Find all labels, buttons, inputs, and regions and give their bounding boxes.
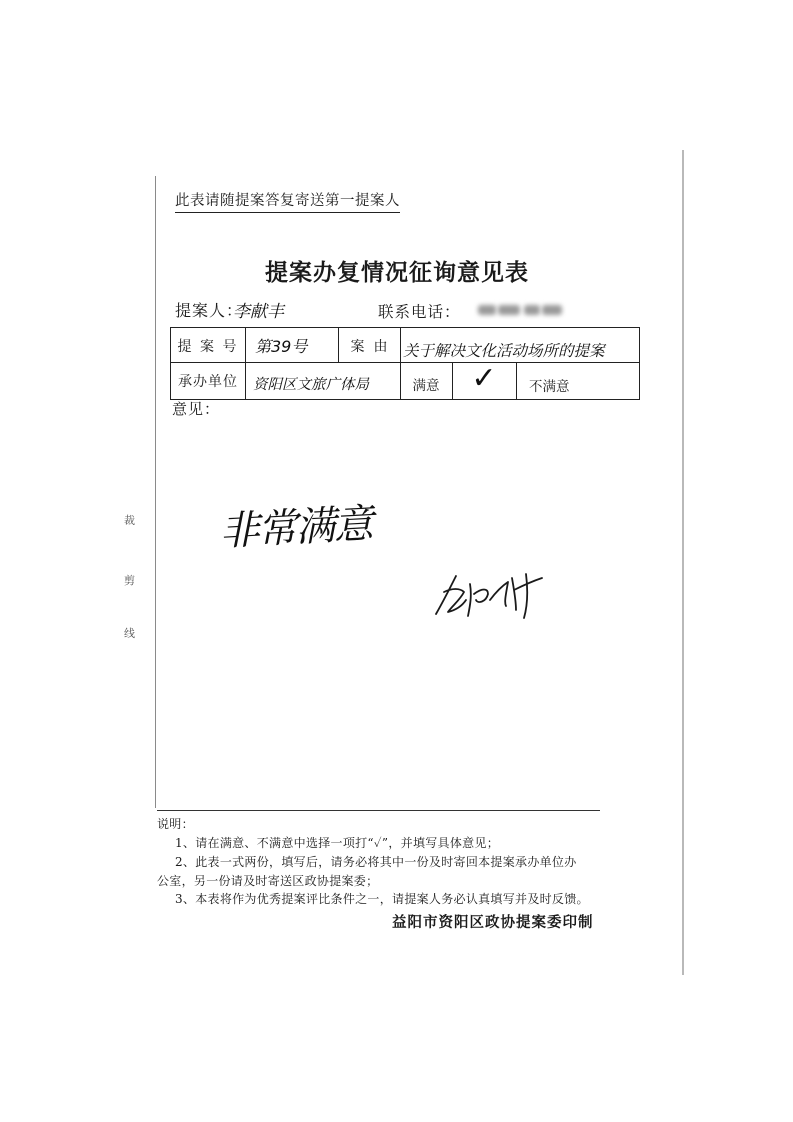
- proposer-name-handwritten: 李献丰: [233, 302, 284, 322]
- satisfied-checkmark: ✓: [471, 361, 497, 396]
- phone-redacted: [478, 302, 564, 318]
- unsatisfied-label: 不满意: [529, 379, 570, 395]
- table-col-divider: [400, 328, 401, 362]
- opinion-handwritten: 非常满意: [218, 501, 373, 555]
- margin-char-cut: 裁: [124, 514, 135, 527]
- note-line-1: 1、请在满意、不满意中选择一项打“✓”，并填写具体意见；: [175, 836, 500, 850]
- proposal-number-value: 第39号: [255, 337, 308, 356]
- handling-unit-label: 承办单位: [178, 374, 238, 390]
- table-col-divider: [245, 362, 246, 399]
- note-line-2: 2、此表一式两份，填写后，请务必将其中一份及时寄回本提案承办单位办: [175, 855, 577, 869]
- margin-char-line: 线: [124, 627, 135, 640]
- form-title: 提案办复情况征询意见表: [265, 259, 529, 286]
- handwritten-signature: [430, 568, 552, 622]
- table-col-divider: [516, 362, 517, 399]
- printer-credit: 益阳市资阳区政协提案委印制: [392, 914, 594, 931]
- header-note: 此表请随提案答复寄送第一提案人: [175, 189, 400, 213]
- opinion-label: 意见：: [172, 400, 221, 418]
- proposer-label: 提案人：: [175, 301, 244, 320]
- proposal-number-label: 提 案 号: [177, 339, 239, 355]
- subject-value: 关于解决文化活动场所的提案: [403, 342, 605, 360]
- scan-edge-line: [682, 150, 684, 975]
- handling-unit-value: 资阳区文旅广体局: [253, 377, 369, 393]
- notes-divider: [157, 810, 600, 811]
- margin-char-trim: 剪: [124, 574, 135, 587]
- table-col-divider: [245, 328, 246, 362]
- proposal-info-table: [170, 327, 640, 400]
- contact-phone-label: 联系电话：: [378, 303, 461, 321]
- note-line-3: 3、本表将作为优秀提案评比条件之一，请提案人务必认真填写并及时反馈。: [175, 892, 589, 906]
- note-line-2-continued: 公室，另一份请及时寄送区政协提案委；: [157, 874, 379, 888]
- satisfied-label: 满意: [412, 378, 440, 394]
- subject-label: 案 由: [350, 339, 388, 355]
- notes-heading: 说明：: [157, 817, 194, 831]
- cut-line: [155, 176, 156, 808]
- table-row-divider: [171, 362, 639, 363]
